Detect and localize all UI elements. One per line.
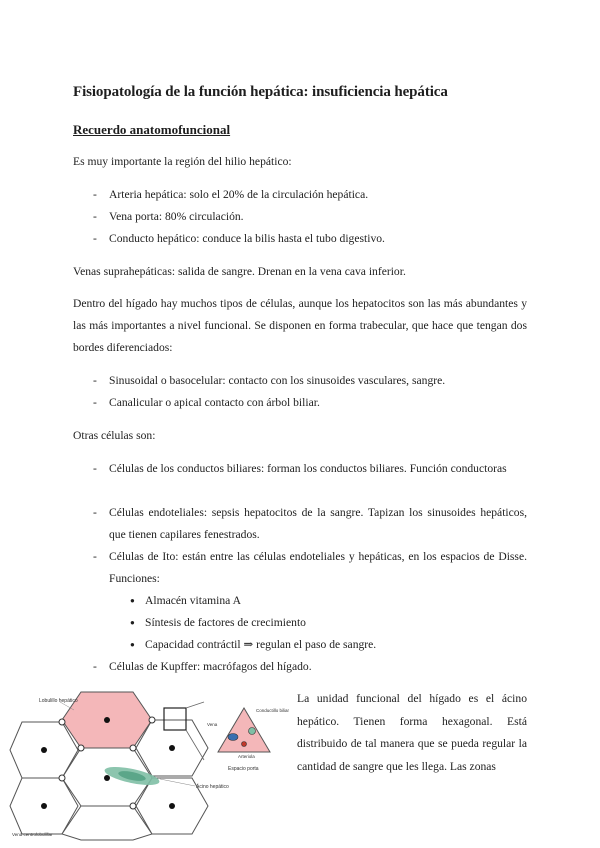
bullet-item xyxy=(130,634,527,656)
vena-central-marker xyxy=(169,803,175,809)
espacio-porta-marker xyxy=(78,745,84,751)
vena-central-marker xyxy=(41,747,47,753)
page-title: Fisiopatología de la función hepática: insuficiencia hepática xyxy=(73,84,448,100)
dash-marker: - xyxy=(93,660,97,673)
dash-marker: - xyxy=(93,210,97,223)
dash-marker: - xyxy=(93,374,97,387)
bullet-item xyxy=(130,590,527,612)
dash-marker: - xyxy=(93,396,97,409)
dash-marker: - xyxy=(93,506,97,519)
list-item-text: Canalicular o apical contacto con árbol biliar. xyxy=(109,396,320,409)
dash-marker: - xyxy=(93,462,97,475)
others-intro: Otras células son: xyxy=(73,429,156,442)
list-item-text: Células de Ito: están entre las células endoteliales y hepáticas, en los espacios de Disse. Funciones: xyxy=(109,550,527,585)
vena-central-marker xyxy=(104,775,110,781)
list-item xyxy=(93,458,527,480)
intro-paragraph: Es muy importante la región del hilio hepático: xyxy=(73,155,292,168)
acino-diagram xyxy=(8,684,290,840)
list-item-text: Arteria hepática: solo el 20% de la circulación hepática. xyxy=(109,188,369,201)
section-heading: Recuerdo anatomofuncional xyxy=(73,122,231,137)
list-item xyxy=(93,228,527,250)
label-vena-centrolobulillar: Vena centrolobulillar xyxy=(12,832,53,837)
espacio-porta-marker xyxy=(130,745,136,751)
label-acino: Ácino hepático xyxy=(196,784,229,790)
acino-diagram-svg xyxy=(8,684,290,840)
dash-marker: - xyxy=(93,188,97,201)
espacio-porta-marker xyxy=(59,775,65,781)
bullet-item-text: Capacidad contráctil ⇒ regulan el paso de sangre. xyxy=(145,638,377,651)
list-item xyxy=(93,502,527,546)
list-item xyxy=(93,206,527,228)
bullet-item-text: Almacén vitamina A xyxy=(145,594,241,607)
bullet-marker: ● xyxy=(130,596,135,605)
vena-marker xyxy=(228,734,238,741)
dash-marker: - xyxy=(93,232,97,245)
dash-marker: - xyxy=(93,550,97,563)
label-vena: Vena xyxy=(207,722,218,727)
list-item xyxy=(93,370,527,392)
bullet-item xyxy=(130,612,527,634)
conductillo-biliar-marker xyxy=(249,728,256,735)
vena-central-marker xyxy=(41,803,47,809)
list-item-text: Vena porta: 80% circulación. xyxy=(109,210,244,223)
list-item xyxy=(93,656,527,678)
label-espacio-porta: Espacio porta xyxy=(228,766,259,772)
list-item-text: Células de los conductos biliares: forman los conductos biliares. Función conductoras xyxy=(109,462,507,475)
bullet-marker: ● xyxy=(130,618,135,627)
list-item-text: Sinusoidal o basocelular: contacto con los sinusoides vasculares, sangre. xyxy=(109,374,446,387)
list-item xyxy=(93,546,527,590)
espacio-porta-marker xyxy=(59,719,65,725)
list-item-text: Células endoteliales: sepsis hepatocitos de la sangre. Tapizan los sinusoides hepáticos, que tienen capilares fenestrados. xyxy=(109,506,527,541)
bullet-item-text: Síntesis de factores de crecimiento xyxy=(145,616,306,629)
venas-paragraph: Venas suprahepáticas: salida de sangre. Drenan en la vena cava inferior. xyxy=(73,265,406,278)
list-item xyxy=(93,184,527,206)
acino-paragraph: La unidad funcional del hígado es el ácino hepático. Tienen forma hexagonal. Está distribuido de tal manera que se pueda regular la cantidad de sangre que les llega. Las zonas xyxy=(297,692,527,773)
vena-central-marker xyxy=(104,717,110,723)
cells-paragraph: Dentro del hígado hay muchos tipos de células, aunque los hepatocitos son las más abundantes y las más importantes a nivel funcional. Se disponen en forma trabecular, que hace que tengan dos bordes diferenciados: xyxy=(73,297,527,354)
label-conducto: Conductillo biliar xyxy=(256,708,290,713)
espacio-porta-marker xyxy=(149,717,155,723)
label-arteriola: Arteriola xyxy=(238,754,255,759)
espacio-porta-marker xyxy=(130,803,136,809)
list-item-text: Células de Kupffer: macrófagos del hígado. xyxy=(109,660,312,673)
label-lobulillo: Lobulillo hepático xyxy=(39,698,78,704)
bullet-marker: ● xyxy=(130,640,135,649)
arteriola-marker xyxy=(242,742,247,747)
list-item xyxy=(93,392,527,414)
list-item-text: Conducto hepático: conduce la bilis hasta el tubo digestivo. xyxy=(109,232,385,245)
vena-central-marker xyxy=(169,745,175,751)
